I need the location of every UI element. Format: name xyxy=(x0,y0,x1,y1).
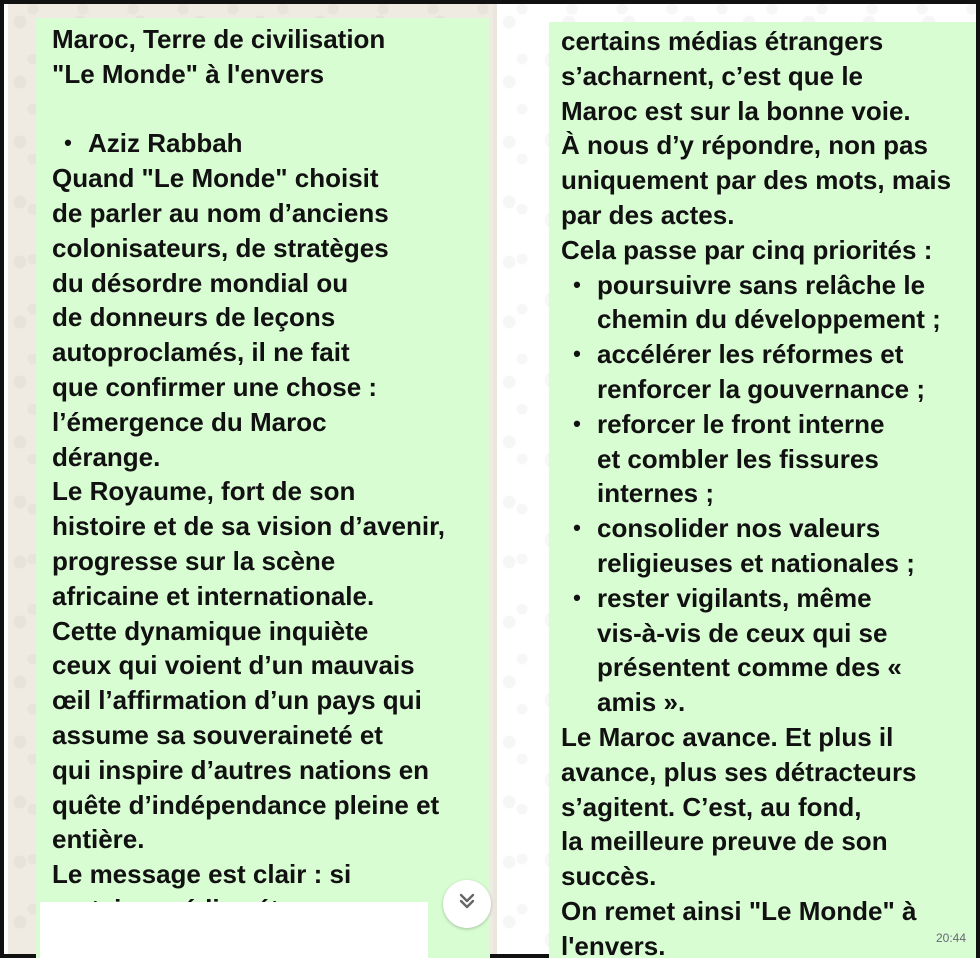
body-line: de parler au nom d’anciens xyxy=(52,197,389,228)
body-line: On remet ainsi "Le Monde" à xyxy=(561,895,917,926)
bullet-icon: • xyxy=(573,410,581,436)
double-chevron-down-icon xyxy=(455,889,479,920)
priority-text-cont: présentent comme des « xyxy=(597,652,902,683)
message-time: 20:44 xyxy=(935,931,966,946)
scroll-to-bottom-button[interactable] xyxy=(443,880,491,928)
body-line: assume sa souveraineté et xyxy=(52,719,383,750)
priority-text: poursuivre sans relâche le xyxy=(597,269,926,300)
article-body xyxy=(52,161,490,927)
body-line: Le Maroc avance. Et plus il xyxy=(561,721,894,752)
priority-text-cont: et combler les fissures xyxy=(597,443,879,474)
message-text xyxy=(52,22,490,927)
body-line: colonisateurs, de stratèges xyxy=(52,232,389,263)
priority-item xyxy=(561,337,976,372)
input-overlay xyxy=(40,902,428,958)
priority-text-cont: amis ». xyxy=(597,687,686,718)
body-line: À nous d’y répondre, non pas xyxy=(561,130,928,161)
author-line xyxy=(52,126,490,161)
body-line: certains médias étrangers xyxy=(561,26,884,56)
bullet-icon: • xyxy=(64,130,72,156)
body-line: Maroc est sur la bonne voie. xyxy=(561,95,911,126)
body-line: uniquement par des mots, mais xyxy=(561,165,952,196)
body-line: progresse sur la scène xyxy=(52,545,336,576)
body-line: la meilleure preuve de son xyxy=(561,826,888,857)
priority-text-cont: chemin du développement ; xyxy=(597,304,941,335)
message-text xyxy=(561,24,976,964)
body-line: dérange. xyxy=(52,441,161,472)
body-line: par des actes. xyxy=(561,199,735,230)
body-line: Cela passe par cinq priorités : xyxy=(561,234,933,265)
priority-text: reforcer le front interne xyxy=(597,408,885,439)
body-line: succès. xyxy=(561,861,657,892)
priority-text: accélérer les réformes et xyxy=(597,339,904,370)
priority-text-cont: internes ; xyxy=(597,478,715,509)
bullet-icon: • xyxy=(573,271,581,297)
body-line: histoire et de sa vision d’avenir, xyxy=(52,511,446,542)
article-title: Maroc, Terre de civilisation xyxy=(52,24,386,54)
body-line: entière. xyxy=(52,824,145,855)
body-line: Quand "Le Monde" choisit xyxy=(52,163,379,194)
body-line: qui inspire d’autres nations en xyxy=(52,754,430,785)
body-line: que confirmer une chose : xyxy=(52,371,378,402)
priority-text-cont: vis-à-vis de ceux qui se xyxy=(597,617,888,648)
priority-item xyxy=(561,511,976,546)
bullet-icon: • xyxy=(573,584,581,610)
body-line: s’agitent. C’est, au fond, xyxy=(561,791,862,822)
bullet-icon: • xyxy=(573,341,581,367)
article-subtitle: "Le Monde" à l'envers xyxy=(52,58,325,89)
body-line: autoproclamés, il ne fait xyxy=(52,337,350,368)
priority-text: rester vigilants, même xyxy=(597,582,872,613)
body-line: de donneurs de leçons xyxy=(52,302,336,333)
body-line: du désordre mondial ou xyxy=(52,267,349,298)
body-line: l'envers. xyxy=(561,930,666,961)
priority-item xyxy=(561,268,976,303)
priority-text-cont: renforcer la gouvernance ; xyxy=(597,373,925,404)
bullet-icon: • xyxy=(573,515,581,541)
body-line: africaine et internationale. xyxy=(52,580,375,611)
body-line: Le Royaume, fort de son xyxy=(52,476,356,507)
priority-text-cont: religieuses et nationales ; xyxy=(597,547,915,578)
message-bubble-left[interactable] xyxy=(36,18,490,958)
priority-item xyxy=(561,407,976,442)
author-name: Aziz Rabbah xyxy=(88,128,243,159)
message-bubble-right[interactable] xyxy=(549,22,976,961)
blank-line xyxy=(52,92,490,127)
body-line: quête d’indépendance pleine et xyxy=(52,789,440,820)
priority-text: consolider nos valeurs xyxy=(597,513,881,544)
priority-item xyxy=(561,581,976,616)
body-line: l’émergence du Maroc xyxy=(52,406,327,437)
body-line: ceux qui voient d’un mauvais xyxy=(52,650,415,681)
body-line: Le message est clair : si xyxy=(52,859,352,890)
body-line: avance, plus ses détracteurs xyxy=(561,756,917,787)
body-line: œil l’affirmation d’un pays qui xyxy=(52,685,422,716)
body-line: s’acharnent, c’est que le xyxy=(561,60,864,91)
body-line: Cette dynamique inquiète xyxy=(52,615,369,646)
